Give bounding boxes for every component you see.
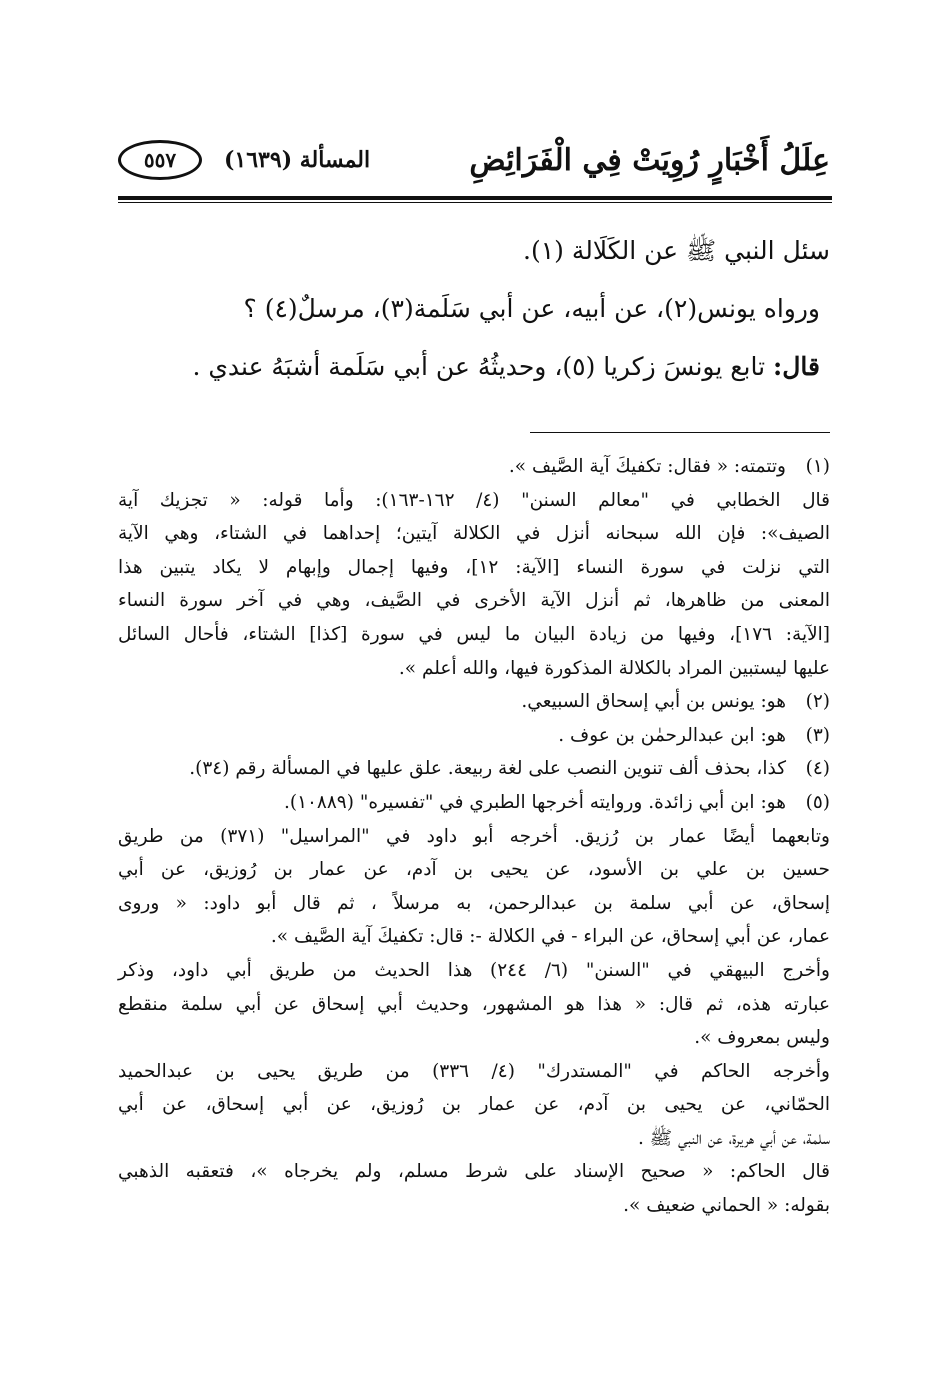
footnote-line: [الآية: ١٧٦]، وفيها من زيادة البيان ما ليس في سورة [كذا] الشتاء، فأحال السائل <box>118 623 830 645</box>
footnote-line: عبارته هذه، ثم قال: « هذا هو المشهور، وحديث أبي إسحاق عن أبي سلمة منقطع <box>118 993 830 1015</box>
footnote-line: وأخرج البيهقي في "السنن" (٦/ ٢٤٤) هذا الحديث من طريق أبي داود، وذكر <box>118 959 830 981</box>
footnote-number: (٣) <box>805 724 830 746</box>
footnote-line: سلمة، عن أبي هريرة، عن النبي ﷺ . <box>637 1127 830 1149</box>
footnote-3 <box>118 719 830 753</box>
header-rule-thick <box>118 196 832 200</box>
footnote-5 <box>118 786 830 820</box>
footnote-line: وتابعهما أيضًا عمار بن رُزيق. أخرجه أبو داود في "المراسيل" (٣٧١) من طريق <box>118 825 830 847</box>
footnote-line: قال الخطابي في "معالم السنن" (٤/ ١٦٢-١٦٣): وأما قوله: « تجزيك آية <box>118 489 830 511</box>
footnote-line: هو: ابن عبدالرحمٰن بن عوف . <box>558 724 786 746</box>
footnote-line: الصيف»: فإن الله سبحانه أنزل في الكلالة آيتين؛ إحداهما في الشتاء، وهي الآية <box>118 523 830 545</box>
footnote-line: وليس بمعروف ». <box>694 1027 830 1049</box>
qala-label: قال: <box>773 352 820 381</box>
footnote-line: هو: يونس بن أبي إسحاق السبيعي. <box>521 691 786 713</box>
footnotes <box>118 450 830 1223</box>
footnote-line: هو: ابن أبي زائدة. وروايته أخرجها الطبري في "تفسيره" (١٠٨٨٩). <box>283 791 786 813</box>
page-number: ٥٥٧ <box>143 148 177 172</box>
footnote-4 <box>118 752 830 786</box>
footnote-line: المعنى من ظاهرها، ثم أنزل الآية الأخرى في الصَّيف، وهي في آخر سورة النساء <box>118 590 830 612</box>
header-rule-thin <box>118 202 832 203</box>
footnote-line: بقوله: « الحماني ضعيف ». <box>623 1195 830 1217</box>
page-header <box>118 128 830 192</box>
footnote-line: عمار، عن أبي إسحاق، عن البراء - في الكلالة -: قال: تكفيكَ آية الصَّيف ». <box>270 926 830 948</box>
footnote-number: (٤) <box>805 758 830 780</box>
footnote-2 <box>118 685 830 719</box>
footnote-number: (٢) <box>805 691 830 713</box>
footnote-line: التي نزلت في سورة النساء [الآية: ١٢]، وفيها إجمال وإبهام لا يكاد يتبين هذا <box>118 556 830 578</box>
issue-label: المسألة (١٦٣٩) <box>224 147 371 173</box>
footnote-line: إسحاق، عن أبي سلمة بن عبدالرحمن، به مرسلاً ، ثم قال أبو داود: « وروى <box>118 892 830 914</box>
main-line-3 <box>130 338 830 396</box>
footnote-line: وأخرجه الحاكم في "المستدرك" (٤/ ٣٣٦) من طريق يحيى بن عبدالحميد <box>118 1060 830 1082</box>
footnote-separator <box>530 432 830 433</box>
footnote-line: الحمّاني، عن يحيى بن آدم، عن عمار بن رُوزيق، عن أبي إسحاق، عن أبي <box>118 1094 830 1116</box>
main-line-3-text: تابع يونسَ زكريا (٥)، وحديثُهُ عن أبي سَلَمة أشبَهُ عندي . <box>192 352 766 381</box>
footnote-line: قال الحاكم: « صحيح الإسناد على شرط مسلم، ولم يخرجاه »، فتعقبه الذهبي <box>118 1161 830 1183</box>
main-line-2: ورواه يونس(٢)، عن أبيه، عن أبي سَلَمة(٣)، مرسلٌ(٤) ؟ <box>243 294 820 323</box>
page-number-oval <box>118 140 202 180</box>
footnote-line: عليها ليستبين المراد بالكلالة المذكورة فيها، والله أعلم ». <box>398 657 830 679</box>
main-line-1: سئل النبي ﷺ عن الكَلَالة (١). <box>523 236 830 265</box>
book-title: عِلَلُ أَخْبَارٍ رُوِيَتْ فِي الْفَرَائِضِ <box>469 142 830 178</box>
footnote-line: كذا، بحذف ألف تنوين النصب على لغة ربيعة. علق عليها في المسألة رقم (٣٤). <box>189 758 786 780</box>
footnote-line: وتتمته: « فقال: تكفيكَ آية الصَّيف ». <box>508 456 786 477</box>
main-text <box>130 222 830 396</box>
footnote-number: (١) <box>805 456 830 477</box>
footnote-1 <box>118 450 830 484</box>
footnote-number: (٥) <box>805 791 830 813</box>
footnote-line: حسين بن علي بن الأسود، عن يحيى بن آدم، عن عمار بن رُوزيق، عن أبي <box>118 859 830 881</box>
